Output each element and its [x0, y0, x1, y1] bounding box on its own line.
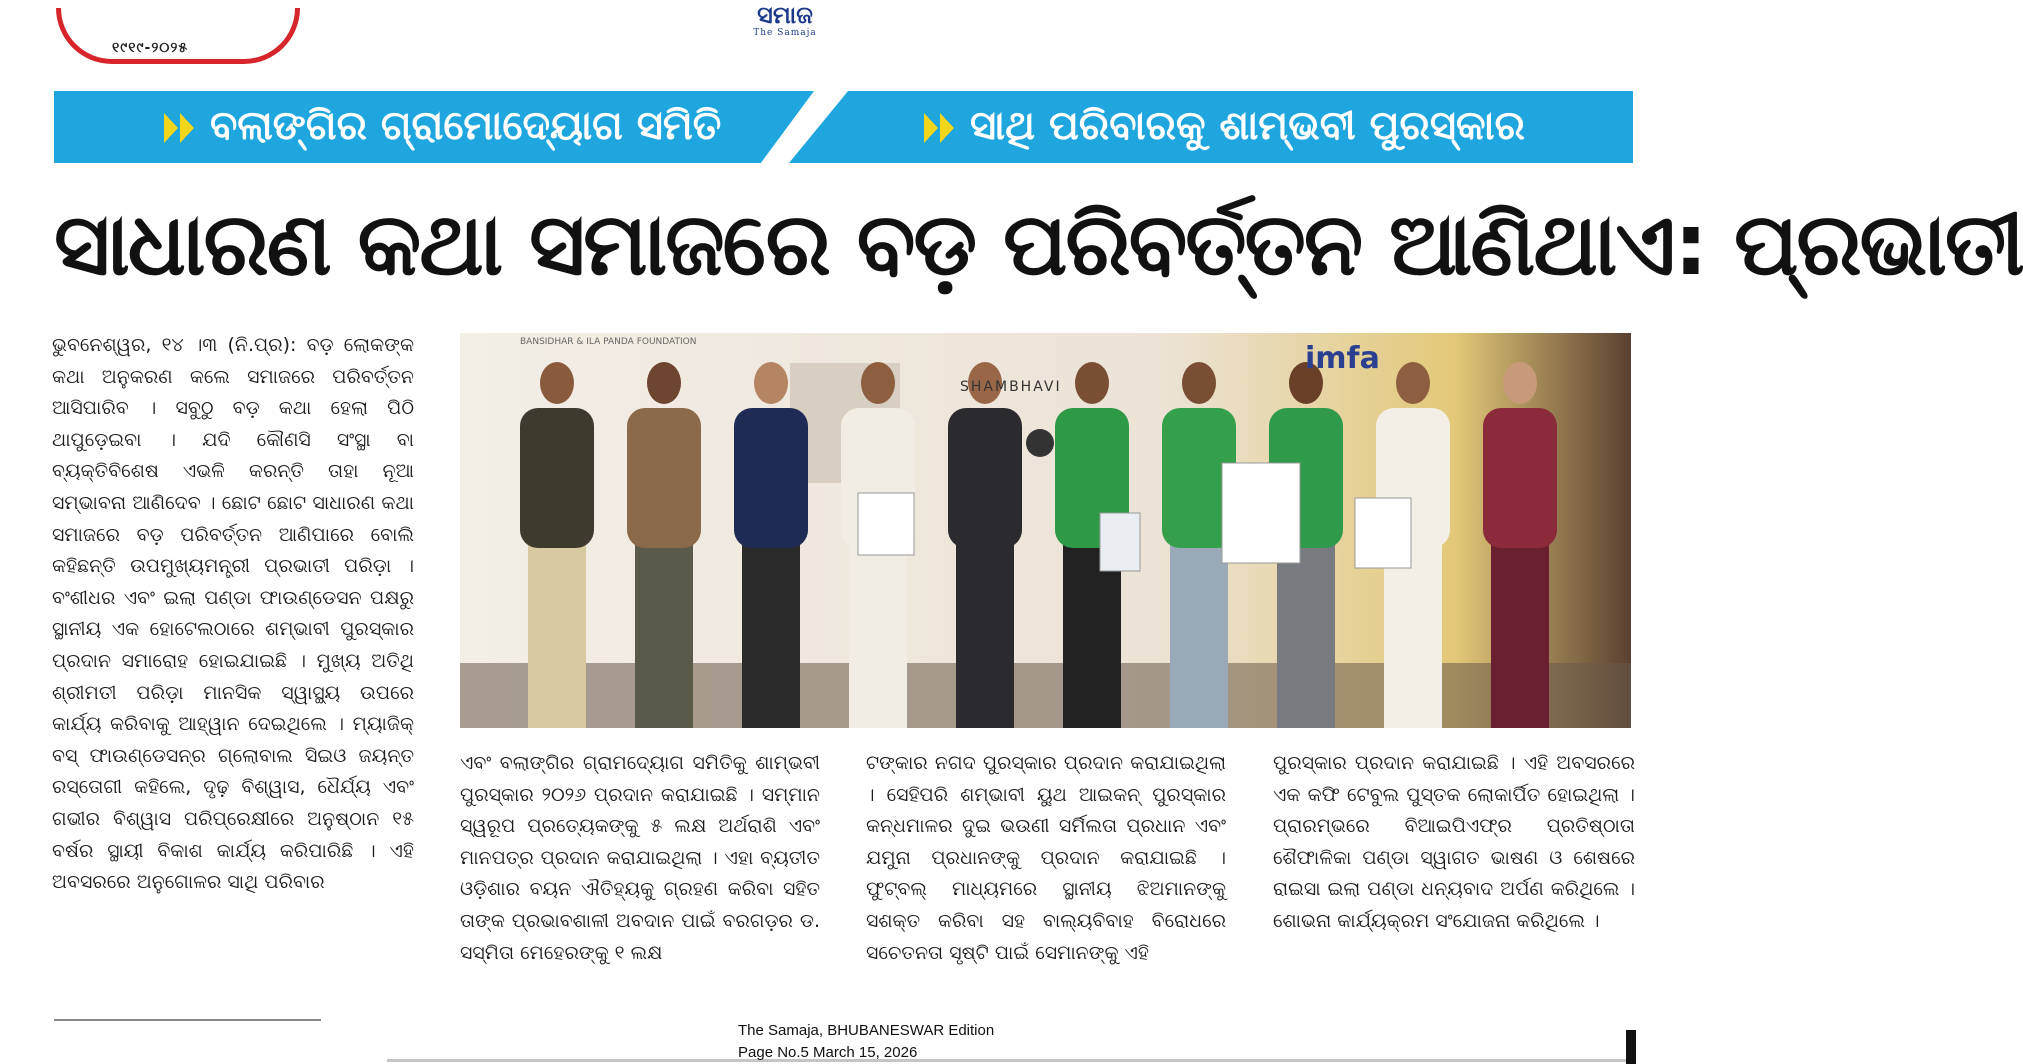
- person-head: [647, 362, 681, 404]
- certificate-frame: [1222, 463, 1300, 563]
- person-head: [540, 362, 574, 404]
- person-figure: [627, 362, 701, 728]
- masthead-logo: ସମାଜ: [757, 0, 813, 29]
- person-legs: [1491, 543, 1549, 728]
- anniversary-years: ୧୯୧୯-୨୦୨୫: [112, 40, 189, 56]
- person-torso: [627, 408, 701, 548]
- article-column-3: ଟଙ୍କାର ନଗଦ ପୁରସ୍କାର ପ୍ରଦାନ କରାଯାଇଥିଲା । ସେହିପରି ଶମ୍ଭାବୀ ୟୁଥ ଆଇକନ୍ ପୁରସ୍କାର କନ୍ଧମାଳର ଦୁଇ ଭଉଣୀ ସର୍ମିଲତା ପ୍ରଧାନ ଏବଂ ଯମୁନା ପ୍ରଧାନଙ୍କୁ ପ୍ରଦାନ କରାଯାଇଛି । ଫୁଟ୍‌ବଲ୍ ମାଧ୍ୟମରେ ସ୍ଥାନୀୟ ଝିଅମାନଙ୍କୁ ସଶକ୍ତ କରିବା ସହ ବାଲ୍ୟବିବାହ ବିରୋଧରେ ସଚେତନତା ସୃଷ୍ଟି ପାଇଁ ସେମାନଙ୍କୁ ଏହି: [866, 752, 1226, 964]
- certificate-frame: [1355, 498, 1411, 568]
- certificate-frame: [858, 493, 914, 555]
- person-head: [1075, 362, 1109, 404]
- chevron-right-icon: [164, 113, 178, 143]
- person-legs: [742, 543, 800, 728]
- article-column-1: ଭୁବନେଶ୍ୱର, ୧୪ ।୩ (ନି.ପ୍ର): ବଡ଼ ଲୋକଙ୍କ କଥା ଅନୁକରଣ କଲେ ସମାଜରେ ପରିବର୍ତ୍ତନ ଆସିପାରିବ । ସବୁଠୁ ବଡ଼ କଥା ହେଲା ପିଠି ଥାପୁଡ଼େଇବା । ଯଦି କୌଣସି ସଂସ୍ଥା ବା ବ୍ୟକ୍ତିବିଶେଷ ଏଭଳି କରନ୍ତି ତାହା ନୂଆ ସମ୍ଭାବନା ଆଣିଦେବ । ଛୋଟ ଛୋଟ ସାଧାରଣ କଥା ସମାଜରେ ବଡ଼ ପରିବର୍ତ୍ତନ ଆଣିପାରେ ବୋଲି କହିଛନ୍ତି ଉପମୁଖ୍ୟମନ୍ତ୍ରୀ ପ୍ରଭାତୀ ପରିଡ଼ା । ବଂଶୀଧର ଏବଂ ଇଲା ପଣ୍ଡା ଫାଉଣ୍ଡେସନ ପକ୍ଷରୁ ସ୍ଥାନୀୟ ଏକ ହୋଟେଲଠାରେ ଶମ୍ଭାବୀ ପୁରସ୍କାର ପ୍ରଦାନ ସମାରୋହ ହୋଇଯାଇଛି । ମୁଖ୍ୟ ଅତିଥି ଶ୍ରୀମତୀ ପରିଡ଼ା ମାନସିକ ସ୍ୱାସ୍ଥ୍ୟ ଉପରେ କାର୍ଯ୍ୟ କରିବାକୁ ଆହ୍ୱାନ ଦେଇଥିଲେ । ମ୍ୟାଜିକ୍ ବସ୍ ଫାଉଣ୍ଡେସନ୍‌ର ଗ୍ଲୋବାଲ ସିଇଓ ଜୟନ୍ତ ରସ୍ତୋଗୀ କହିଲେ, ଦୃଢ଼ ବିଶ୍ୱାସ, ଧୈର୍ଯ୍ୟ ଏବଂ ଗଭୀର ବିଶ୍ୱାସ ପରିପ୍ରେକ୍ଷୀରେ ଅନୁଷ୍ଠାନ ୧୫ ବର୍ଷର ସ୍ଥାୟୀ ବିକାଶ କାର୍ଯ୍ୟ କରିପାରିଛି । ଏହି ଅବସରରେ ଅନୁଗୋଳର ସାଥି ପରିବାର: [52, 334, 414, 894]
- person-figure: [1483, 362, 1557, 728]
- person-legs: [1277, 543, 1335, 728]
- column-end-rule: [54, 1019, 321, 1021]
- footer-edition: The Samaja, BHUBANESWAR Edition: [738, 1022, 995, 1039]
- person-figure: [948, 362, 1022, 728]
- person-head: [1396, 362, 1430, 404]
- person-head: [1503, 362, 1537, 404]
- trophy-plaque: [1100, 513, 1140, 571]
- photo-sponsor-logo: imfa: [1305, 341, 1380, 376]
- page-bottom-rule: [387, 1059, 1627, 1062]
- photo-banner-logo: [1026, 429, 1054, 457]
- masthead-subtitle: The Samaja: [753, 28, 817, 38]
- banner-right-text: ସାଥି ପରିବାରକୁ ଶାମ୍ଭବୀ ପୁରସ୍କାର: [969, 103, 1525, 149]
- article-column-4: ପୁରସ୍କାର ପ୍ରଦାନ କରାଯାଇଛି । ଏହି ଅବସରରେ ଏକ କଫି ଟେବୁଲ ପୁସ୍ତକ ଲୋକାର୍ପିତ ହୋଇଥିଲା । ପ୍ରାରମ୍ଭରେ ବିଆଇପିଏଫ୍‌ର ପ୍ରତିଷ୍ଠାତା ଶୈଫାଳିକା ପଣ୍ଡା ସ୍ୱାଗତ ଭାଷଣ ଓ ଶେଷରେ ରାଇସା ଇଲା ପଣ୍ଡା ଧନ୍ୟବାଦ ଅର୍ପଣ କରିଥିଲେ । ଶୋଭନା କାର୍ଯ୍ୟକ୍ରମ ସଂଯୋଜନା କରିଥିଲେ ।: [1273, 752, 1635, 932]
- person-legs: [1170, 543, 1228, 728]
- chevron-right-icon: [180, 113, 194, 143]
- banner-left-item: [164, 101, 721, 151]
- person-legs: [528, 543, 586, 728]
- article-column-2: ଏବଂ ବଲାଙ୍ଗିର ଗ୍ରାମଦ୍ୟୋଗ ସମିତିକୁ ଶାମ୍ଭବୀ ପୁରସ୍କାର ୨୦୨୬ ପ୍ରଦାନ କରାଯାଇଛି । ସମ୍ମାନ ସ୍ୱରୂପ ପ୍ରତ୍ୟେକଙ୍କୁ ୫ ଲକ୍ଷ ଅର୍ଥରାଶି ଏବଂ ମାନପତ୍ର ପ୍ରଦାନ କରାଯାଇଥିଲା । ଏହା ବ୍ୟତୀତ ଓଡ଼ିଶାର ବୟନ ଐତିହ୍ୟକୁ ଗ୍ରହଣ କରିବା ସହିତ ତାଙ୍କ ପ୍ରଭାବଶାଳୀ ଅବଦାନ ପାଇଁ ବରଗଡ଼ର ଡ. ସସ୍ମିତା ମେହେରଙ୍କୁ ୧ ଲକ୍ଷ: [460, 752, 820, 964]
- chevron-right-icon: [940, 113, 954, 143]
- person-legs: [1384, 543, 1442, 728]
- person-figure: [520, 362, 594, 728]
- page-edge-mark: [1626, 1030, 1636, 1064]
- person-legs: [956, 543, 1014, 728]
- masthead: [730, 2, 840, 42]
- event-photo: [460, 333, 1631, 728]
- person-head: [1182, 362, 1216, 404]
- photo-sponsor-text: BANSIDHAR & ILA PANDA FOUNDATION: [520, 337, 697, 347]
- headline: ସାଧାରଣ କଥା ସମାଜରେ ବଡ଼ ପରିବର୍ତ୍ତନ ଆଣିଥାଏ: ପ୍ରଭାତୀ: [54, 195, 2023, 295]
- page-footer: [738, 1020, 994, 1064]
- person-figure: [734, 362, 808, 728]
- person-torso: [1483, 408, 1557, 548]
- person-torso: [948, 408, 1022, 548]
- person-legs: [635, 543, 693, 728]
- person-legs: [849, 543, 907, 728]
- footer-page: Page No.5 March 15, 2026: [738, 1044, 918, 1061]
- person-torso: [734, 408, 808, 548]
- person-torso: [520, 408, 594, 548]
- anniversary-emblem: [52, 28, 302, 70]
- sub-headline-banner: [54, 91, 1633, 163]
- photo-award-banner: SHAMBHAVI: [960, 379, 1062, 395]
- chevron-right-icon: [924, 113, 938, 143]
- banner-left-text: ବଲାଙ୍ଗିର ଗ୍ରାମୋଦ୍ୟୋଗ ସମିତି: [209, 103, 722, 149]
- banner-right-item: [924, 101, 1525, 151]
- person-head: [754, 362, 788, 404]
- person-head: [861, 362, 895, 404]
